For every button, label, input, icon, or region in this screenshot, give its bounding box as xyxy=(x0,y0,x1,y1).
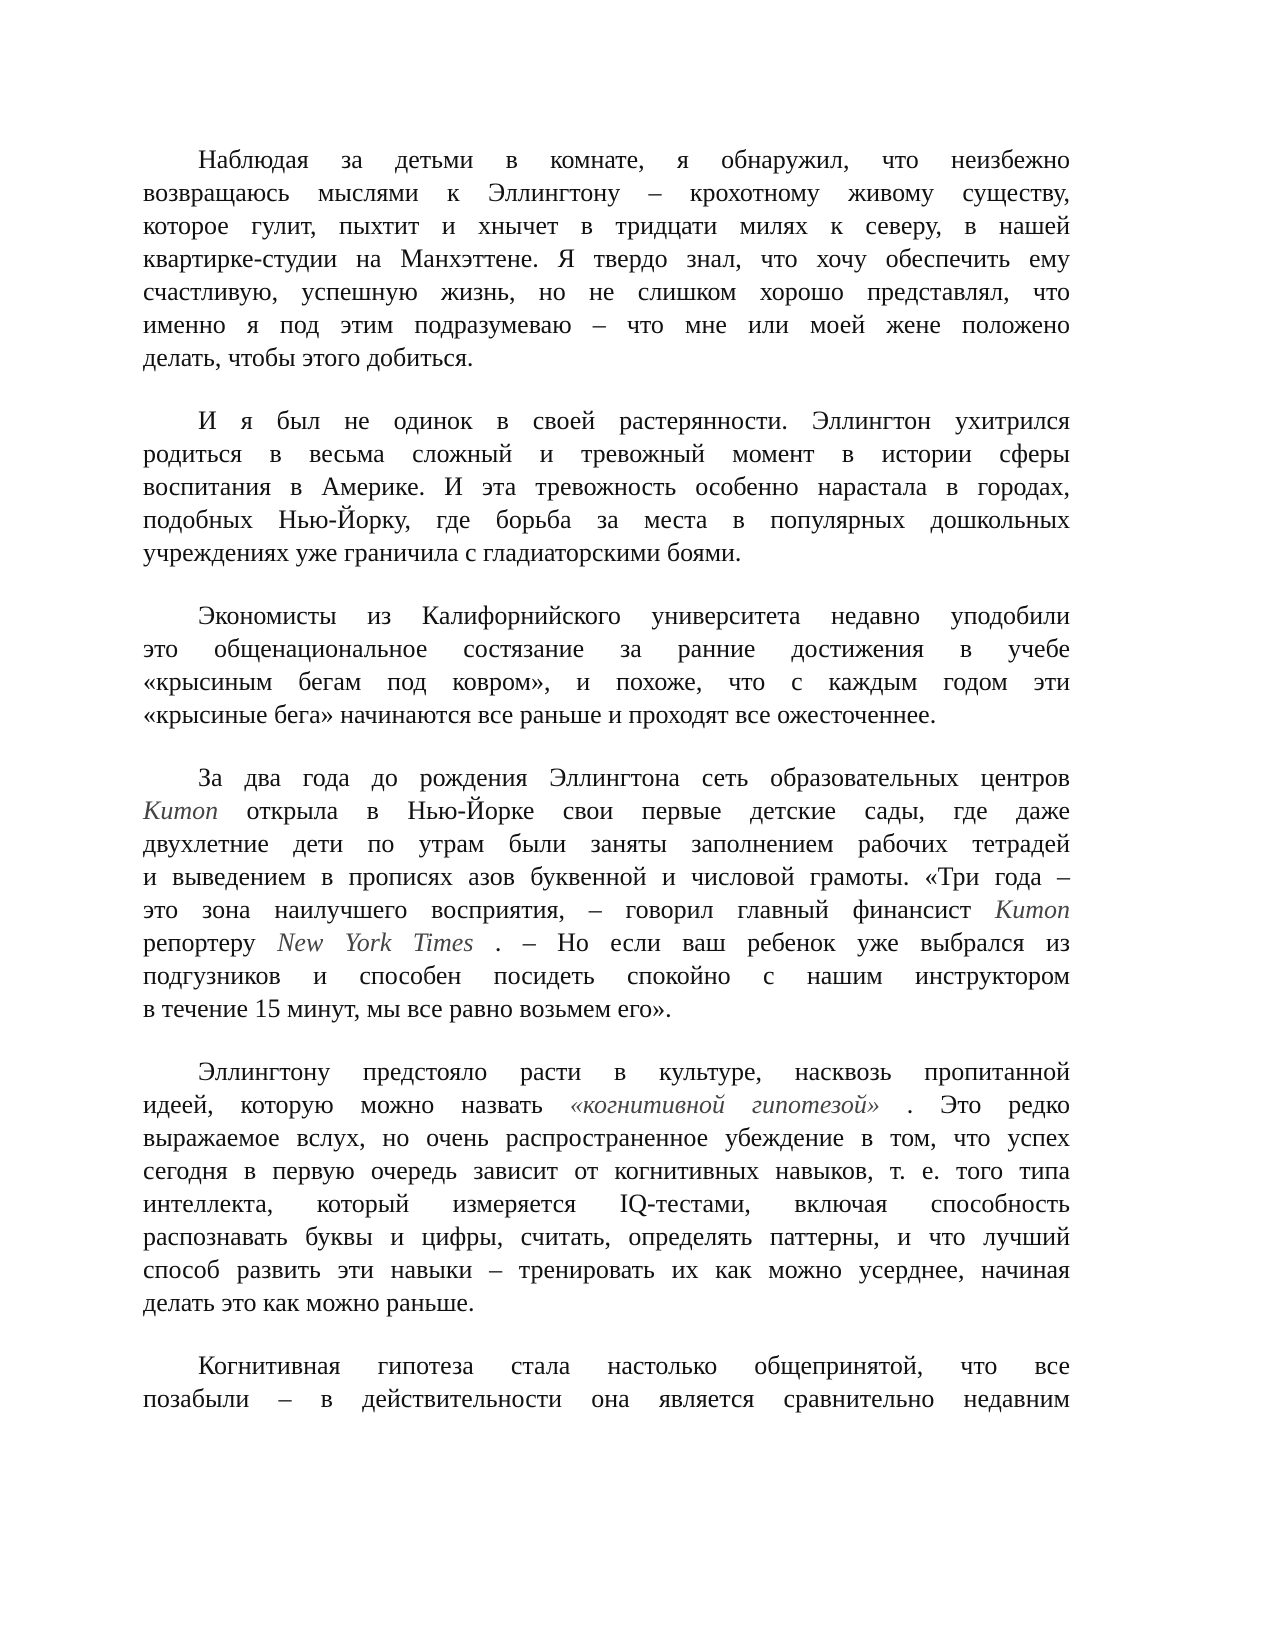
text-segment: открыла в Нью-Йорке свои первые детские сады, где даже xyxy=(218,796,1070,825)
text-line xyxy=(143,308,1070,341)
text-line xyxy=(143,536,1070,569)
text-segment: Наблюдая за детьми в комнате, я обнаружил, что неизбежно xyxy=(198,145,1070,174)
text-segment: которое гулит, пыхтит и хнычет в тридцати милях к северу, в нашей xyxy=(143,211,1070,240)
text-line xyxy=(143,470,1070,503)
text-line xyxy=(143,1121,1070,1154)
text-segment: Эллингтону предстояло расти в культуре, насквозь пропитанной xyxy=(198,1057,1070,1086)
paragraph xyxy=(143,1349,1070,1415)
text-line xyxy=(143,893,1070,926)
text-segment: в течение 15 минут, мы все равно возьмем его». xyxy=(143,994,672,1023)
text-segment: сегодня в первую очередь зависит от когнитивных навыков, т. е. того типа xyxy=(143,1156,1070,1185)
text-line xyxy=(143,761,1070,794)
text-segment: репортеру xyxy=(143,928,278,957)
text-segment: И я был не одинок в своей растерянности. Эллингтон ухитрился xyxy=(198,406,1070,435)
text-line xyxy=(143,698,1070,731)
text-line xyxy=(143,1220,1070,1253)
text-line xyxy=(143,860,1070,893)
text-segment: и выведением в прописях азов буквенной и числовой грамоты. «Три года – xyxy=(143,862,1070,891)
text-line xyxy=(143,827,1070,860)
text-line xyxy=(143,1154,1070,1187)
text-segment: счастливую, успешную жизнь, но не слишком хорошо представлял, что xyxy=(143,277,1070,306)
text-line xyxy=(143,1253,1070,1286)
text-line xyxy=(143,143,1070,176)
text-segment: . – Но если ваш ребенок уже выбрался из xyxy=(473,928,1071,957)
text-line xyxy=(143,1349,1070,1382)
text-line xyxy=(143,437,1070,470)
paragraph xyxy=(143,599,1070,731)
text-line xyxy=(143,1088,1070,1121)
text-segment: . Это редко xyxy=(879,1090,1071,1119)
text-line xyxy=(143,209,1070,242)
text-line xyxy=(143,176,1070,209)
text-segment: воспитания в Америке. И эта тревожность особенно нарастала в городах, xyxy=(143,472,1070,501)
text-segment: именно я под этим подразумеваю – что мне или моей жене положено xyxy=(143,310,1070,339)
text-segment: Экономисты из Калифорнийского университета недавно уподобили xyxy=(198,601,1070,630)
text-line xyxy=(143,1286,1070,1319)
text-line xyxy=(143,1055,1070,1088)
text-line xyxy=(143,242,1070,275)
text-segment: способ развить эти навыки – тренировать их как можно усерднее, начиная xyxy=(143,1255,1070,1284)
text-segment: выражаемое вслух, но очень распространенное убеждение в том, что успех xyxy=(143,1123,1070,1152)
text-segment: «крысиные бега» начинаются все раньше и проходят все ожесточеннее. xyxy=(143,700,937,729)
text-segment: идеей, которую можно назвать xyxy=(143,1090,570,1119)
text-line xyxy=(143,665,1070,698)
italic-text: Kumon xyxy=(143,796,219,825)
text-line xyxy=(143,992,1070,1025)
text-segment: делать, чтобы этого добиться. xyxy=(143,343,474,372)
text-line xyxy=(143,632,1070,665)
text-segment: подобных Нью-Йорку, где борьба за места в популярных дошкольных xyxy=(143,505,1070,534)
text-line xyxy=(143,926,1070,959)
text-line xyxy=(143,1382,1070,1415)
text-segment: распознавать буквы и цифры, считать, определять паттерны, и что лучший xyxy=(143,1222,1070,1251)
text-segment: учреждениях уже граничила с гладиаторскими боями. xyxy=(143,538,742,567)
text-segment: возвращаюсь мыслями к Эллингтону – крохотному живому существу, xyxy=(143,178,1070,207)
document-page xyxy=(143,143,1070,1445)
text-line xyxy=(143,404,1070,437)
text-segment: Когнитивная гипотеза стала настолько общепринятой, что все xyxy=(198,1351,1070,1380)
italic-text: New York Times xyxy=(277,928,474,957)
text-segment: «крысиным бегам под ковром», и похоже, что с каждым годом эти xyxy=(143,667,1070,696)
text-segment: делать это как можно раньше. xyxy=(143,1288,475,1317)
paragraph xyxy=(143,1055,1070,1319)
text-segment: позабыли – в действительности она является сравнительно недавним xyxy=(143,1384,1070,1413)
text-line xyxy=(143,503,1070,536)
text-line xyxy=(143,341,1070,374)
text-segment: это зона наилучшего восприятия, – говорил главный финансист xyxy=(143,895,995,924)
text-segment: это общенациональное состязание за ранние достижения в учебе xyxy=(143,634,1070,663)
italic-text: «когнитивной гипотезой» xyxy=(569,1090,880,1119)
italic-text: Kumon xyxy=(994,895,1070,924)
text-segment: интеллекта, который измеряется IQ-тестами, включая способность xyxy=(143,1189,1070,1218)
text-segment: подгузников и способен посидеть спокойно с нашим инструктором xyxy=(143,961,1070,990)
text-segment: родиться в весьма сложный и тревожный момент в истории сферы xyxy=(143,439,1070,468)
text-line xyxy=(143,599,1070,632)
text-segment: квартирке-студии на Манхэттене. Я твердо знал, что хочу обеспечить ему xyxy=(143,244,1070,273)
text-line xyxy=(143,794,1070,827)
paragraph xyxy=(143,761,1070,1025)
text-segment: За два года до рождения Эллингтона сеть образовательных центров xyxy=(198,763,1070,792)
text-line xyxy=(143,959,1070,992)
paragraph xyxy=(143,143,1070,374)
paragraph xyxy=(143,404,1070,569)
text-line xyxy=(143,275,1070,308)
text-segment: двухлетние дети по утрам были заняты заполнением рабочих тетрадей xyxy=(143,829,1070,858)
text-line xyxy=(143,1187,1070,1220)
